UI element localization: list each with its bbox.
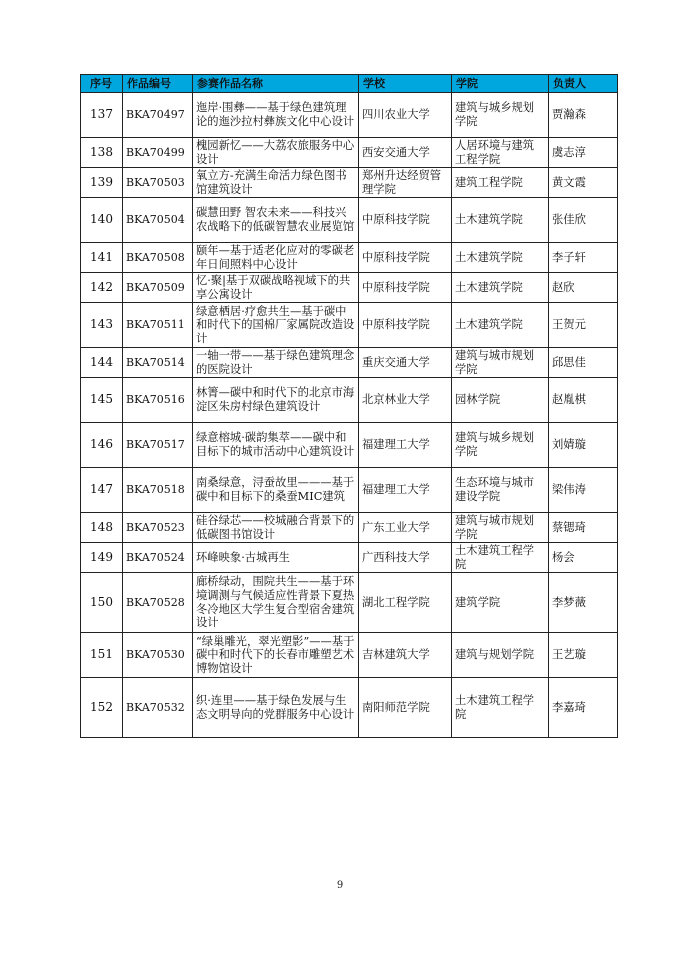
table-row	[81, 138, 618, 168]
table-row	[81, 543, 618, 573]
college-cell: 建筑与城市规划学院	[452, 348, 549, 378]
school-cell: 湖北工程学院	[359, 573, 452, 633]
college-cell: 土木建筑工程学院	[452, 678, 549, 738]
code-cell: BKA70517	[123, 423, 193, 468]
seq-cell: 143	[81, 303, 123, 348]
name-cell: “绿巢雕光，翠光塑影”——基于碳中和时代下的长春市雕塑艺术博物馆设计	[193, 633, 359, 678]
leader-cell: 虞志淳	[549, 138, 618, 168]
leader-cell: 邱思佳	[549, 348, 618, 378]
college-cell: 人居环境与建筑工程学院	[452, 138, 549, 168]
seq-cell: 141	[81, 243, 123, 273]
school-cell: 重庆交通大学	[359, 348, 452, 378]
school-cell: 北京林业大学	[359, 378, 452, 423]
table-row	[81, 378, 618, 423]
table-row	[81, 303, 618, 348]
header-code: 作品编号	[123, 75, 193, 93]
table-header-row	[81, 75, 618, 93]
seq-cell: 142	[81, 273, 123, 303]
code-cell: BKA70509	[123, 273, 193, 303]
code-cell: BKA70530	[123, 633, 193, 678]
seq-cell: 137	[81, 93, 123, 138]
college-cell: 土木建筑学院	[452, 243, 549, 273]
name-cell: 绿意栖居·疗愈共生—基于碳中和时代下的国棉厂家属院改造设计	[193, 303, 359, 348]
code-cell: BKA70503	[123, 168, 193, 198]
code-cell: BKA70508	[123, 243, 193, 273]
school-cell: 西安交通大学	[359, 138, 452, 168]
leader-cell: 王艺璇	[549, 633, 618, 678]
college-cell: 土木建筑工程学院	[452, 543, 549, 573]
table-row	[81, 633, 618, 678]
seq-cell: 152	[81, 678, 123, 738]
table-row	[81, 348, 618, 378]
leader-cell: 王贺元	[549, 303, 618, 348]
school-cell: 吉林建筑大学	[359, 633, 452, 678]
name-cell: 林箐—碳中和时代下的北京市海淀区朱房村绿色建筑设计	[193, 378, 359, 423]
seq-cell: 148	[81, 513, 123, 543]
college-cell: 园林学院	[452, 378, 549, 423]
leader-cell: 李梦薇	[549, 573, 618, 633]
leader-cell: 蔡锶琦	[549, 513, 618, 543]
table-row	[81, 513, 618, 543]
name-cell: 南桑绿意，浔蚕故里———基于碳中和目标下的桑蚕MIC建筑	[193, 468, 359, 513]
seq-cell: 150	[81, 573, 123, 633]
table-row	[81, 198, 618, 243]
school-cell: 郑州升达经贸管理学院	[359, 168, 452, 198]
name-cell: 一轴一带——基于绿色建筑理念的医院设计	[193, 348, 359, 378]
seq-cell: 138	[81, 138, 123, 168]
code-cell: BKA70524	[123, 543, 193, 573]
school-cell: 广东工业大学	[359, 513, 452, 543]
school-cell: 中原科技学院	[359, 273, 452, 303]
seq-cell: 146	[81, 423, 123, 468]
school-cell: 福建理工大学	[359, 468, 452, 513]
school-cell: 广西科技大学	[359, 543, 452, 573]
table-row	[81, 468, 618, 513]
college-cell: 建筑工程学院	[452, 168, 549, 198]
college-cell: 土木建筑学院	[452, 303, 549, 348]
table-row	[81, 678, 618, 738]
leader-cell: 赵欣	[549, 273, 618, 303]
college-cell: 建筑与城市规划学院	[452, 513, 549, 543]
code-cell: BKA70528	[123, 573, 193, 633]
name-cell: 碳慧田野 智农未来——科技兴农战略下的低碳智慧农业展览馆	[193, 198, 359, 243]
table-row	[81, 573, 618, 633]
seq-cell: 139	[81, 168, 123, 198]
leader-cell: 李嘉琦	[549, 678, 618, 738]
name-cell: 绿意榕城·碳韵集萃——碳中和目标下的城市活动中心建筑设计	[193, 423, 359, 468]
code-cell: BKA70514	[123, 348, 193, 378]
header-seq: 序号	[81, 75, 123, 93]
page-number: 9	[336, 880, 344, 891]
name-cell: 氧立方-充满生命活力绿色图书馆建筑设计	[193, 168, 359, 198]
leader-cell: 赵胤棋	[549, 378, 618, 423]
school-cell: 南阳师范学院	[359, 678, 452, 738]
college-cell: 建筑与城乡规划学院	[452, 423, 549, 468]
code-cell: BKA70499	[123, 138, 193, 168]
table-row	[81, 273, 618, 303]
leader-cell: 梁伟涛	[549, 468, 618, 513]
name-cell: 迤岸·围彝——基于绿色建筑理论的迤沙拉村彝族文化中心设计	[193, 93, 359, 138]
leader-cell: 杨会	[549, 543, 618, 573]
header-college: 学院	[452, 75, 549, 93]
college-cell: 土木建筑学院	[452, 198, 549, 243]
code-cell: BKA70504	[123, 198, 193, 243]
header-leader: 负责人	[549, 75, 618, 93]
name-cell: 织·连里——基于绿色发展与生态文明导向的党群服务中心设计	[193, 678, 359, 738]
name-cell: 廊桥绿动，围院共生——基于环境调测与气候适应性背景下夏热冬冷地区大学生复合型宿舍建筑设计	[193, 573, 359, 633]
leader-cell: 张佳欣	[549, 198, 618, 243]
header-school: 学校	[359, 75, 452, 93]
table-row	[81, 168, 618, 198]
school-cell: 中原科技学院	[359, 243, 452, 273]
school-cell: 中原科技学院	[359, 303, 452, 348]
leader-cell: 贾瀚森	[549, 93, 618, 138]
college-cell: 土木建筑学院	[452, 273, 549, 303]
table-row	[81, 423, 618, 468]
name-cell: 硅谷绿芯——校城融合背景下的低碳图书馆设计	[193, 513, 359, 543]
code-cell: BKA70497	[123, 93, 193, 138]
seq-cell: 140	[81, 198, 123, 243]
table-body	[81, 93, 618, 738]
seq-cell: 144	[81, 348, 123, 378]
college-cell: 生态环境与城市建设学院	[452, 468, 549, 513]
name-cell: 颐年—基于适老化应对的零碳老年日间照料中心设计	[193, 243, 359, 273]
seq-cell: 149	[81, 543, 123, 573]
college-cell: 建筑学院	[452, 573, 549, 633]
code-cell: BKA70523	[123, 513, 193, 543]
results-table	[80, 74, 618, 738]
header-name: 参赛作品名称	[193, 75, 359, 93]
seq-cell: 147	[81, 468, 123, 513]
name-cell: 槐园新忆——大荔农旅服务中心设计	[193, 138, 359, 168]
code-cell: BKA70518	[123, 468, 193, 513]
code-cell: BKA70532	[123, 678, 193, 738]
school-cell: 中原科技学院	[359, 198, 452, 243]
college-cell: 建筑与城乡规划学院	[452, 93, 549, 138]
college-cell: 建筑与规划学院	[452, 633, 549, 678]
school-cell: 四川农业大学	[359, 93, 452, 138]
name-cell: 环峰映象·古城再生	[193, 543, 359, 573]
table-row	[81, 243, 618, 273]
leader-cell: 李子轩	[549, 243, 618, 273]
leader-cell: 刘婧璇	[549, 423, 618, 468]
code-cell: BKA70516	[123, 378, 193, 423]
seq-cell: 145	[81, 378, 123, 423]
school-cell: 福建理工大学	[359, 423, 452, 468]
name-cell: 忆·聚|基于双碳战略视域下的共享公寓设计	[193, 273, 359, 303]
table-row	[81, 93, 618, 138]
leader-cell: 黄文霞	[549, 168, 618, 198]
seq-cell: 151	[81, 633, 123, 678]
code-cell: BKA70511	[123, 303, 193, 348]
